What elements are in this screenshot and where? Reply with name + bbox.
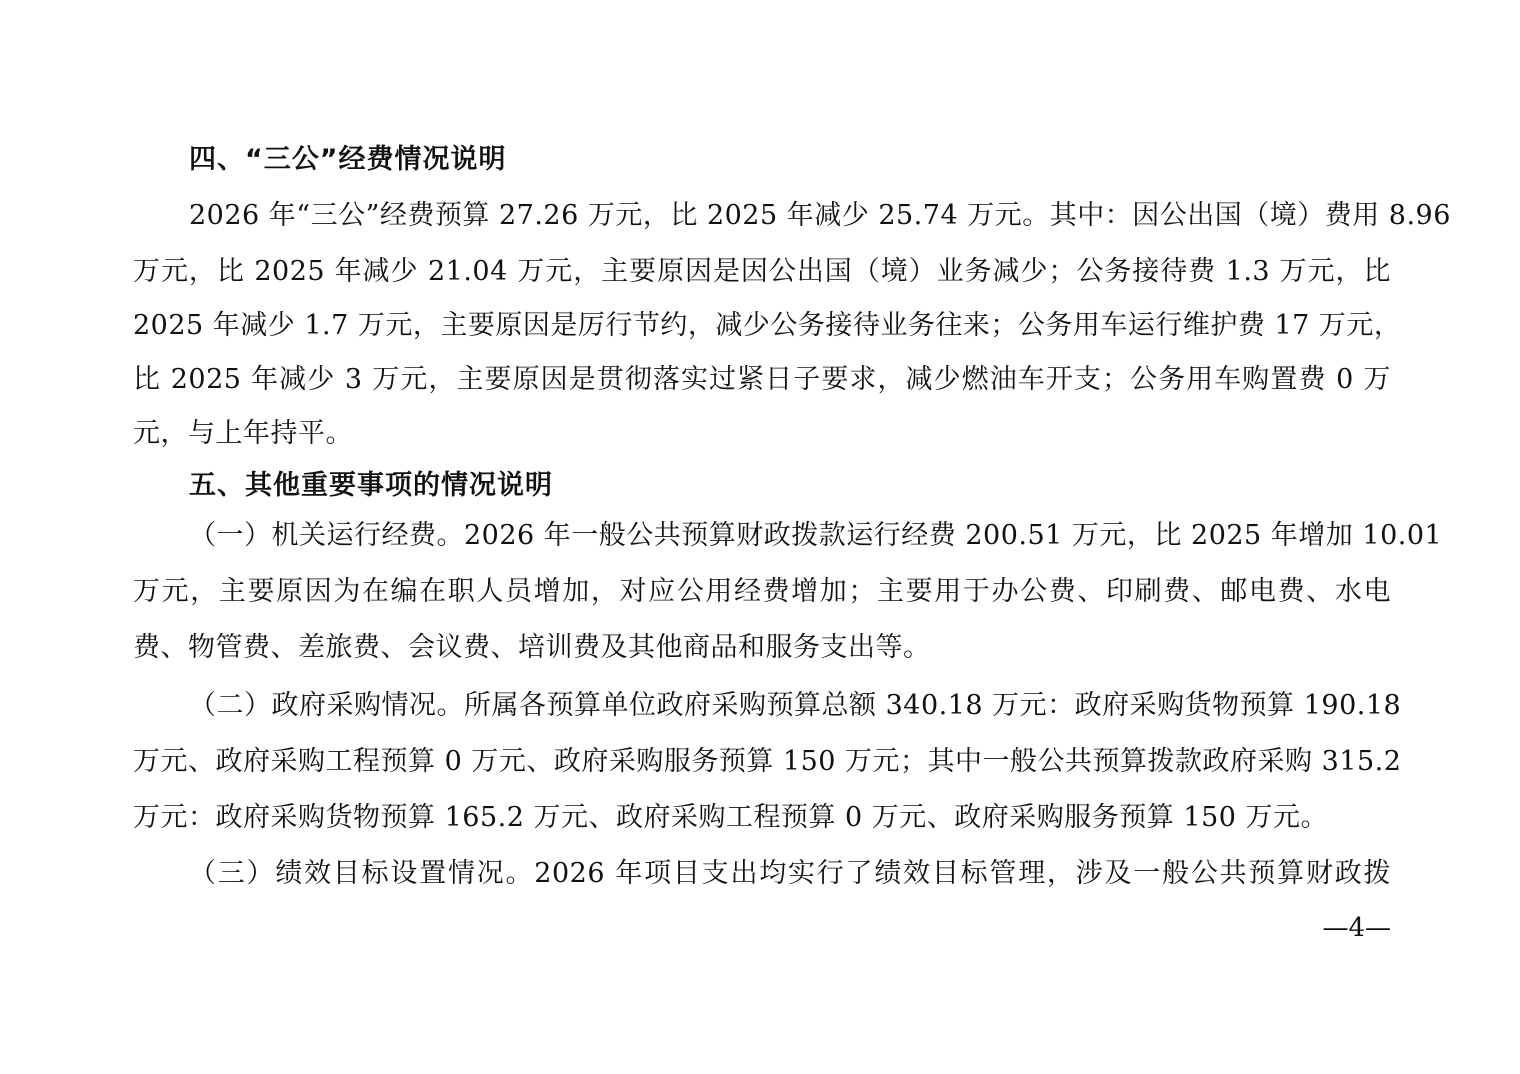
- item-2-paragraph-line: （二）政府采购情况。所属各预算单位政府采购预算总额 340.18 万元：政府采购货物预算 190.18: [189, 690, 1402, 721]
- section-4-paragraph-line: 元，与上年持平。: [133, 418, 353, 449]
- section-4-paragraph-line: 万元，比 2025 年减少 21.04 万元，主要原因是因公出国（境）业务减少；公务接待费 1.3 万元，比: [133, 256, 1391, 287]
- section-4-heading: 四、“三公”经费情况说明: [189, 144, 507, 175]
- section-5-heading: 五、其他重要事项的情况说明: [189, 470, 553, 501]
- item-2-paragraph-line: 万元、政府采购工程预算 0 万元、政府采购服务预算 150 万元；其中一般公共预算拨款政府采购 315.2: [133, 746, 1402, 777]
- item-1-paragraph-line: 费、物管费、差旅费、会议费、培训费及其他商品和服务支出等。: [133, 632, 931, 663]
- page-number: —4—: [1322, 913, 1391, 943]
- item-1-paragraph-line: （一）机关运行经费。2026 年一般公共预算财政拨款运行经费 200.51 万元，比 2025 年增加 10.01: [189, 520, 1443, 551]
- item-3-paragraph-line: （三）绩效目标设置情况。2026 年项目支出均实行了绩效目标管理，涉及一般公共预算财政拨: [189, 858, 1391, 889]
- section-4-paragraph-line: 2025 年减少 1.7 万元，主要原因是厉行节约，减少公务接待业务往来；公务用车运行维护费 17 万元，: [133, 310, 1402, 341]
- section-4-paragraph-line: 比 2025 年减少 3 万元，主要原因是贯彻落实过紧日子要求，减少燃油车开支；公务用车购置费 0 万: [133, 364, 1391, 395]
- item-1-paragraph-line: 万元，主要原因为在编在职人员增加，对应公用经费增加；主要用于办公费、印刷费、邮电费、水电: [133, 576, 1391, 607]
- section-4-paragraph-line: 2026 年“三公”经费预算 27.26 万元，比 2025 年减少 25.74 万元。其中：因公出国（境）费用 8.96: [189, 200, 1451, 231]
- item-2-paragraph-line: 万元：政府采购货物预算 165.2 万元、政府采购工程预算 0 万元、政府采购服务预算 150 万元。: [133, 802, 1329, 833]
